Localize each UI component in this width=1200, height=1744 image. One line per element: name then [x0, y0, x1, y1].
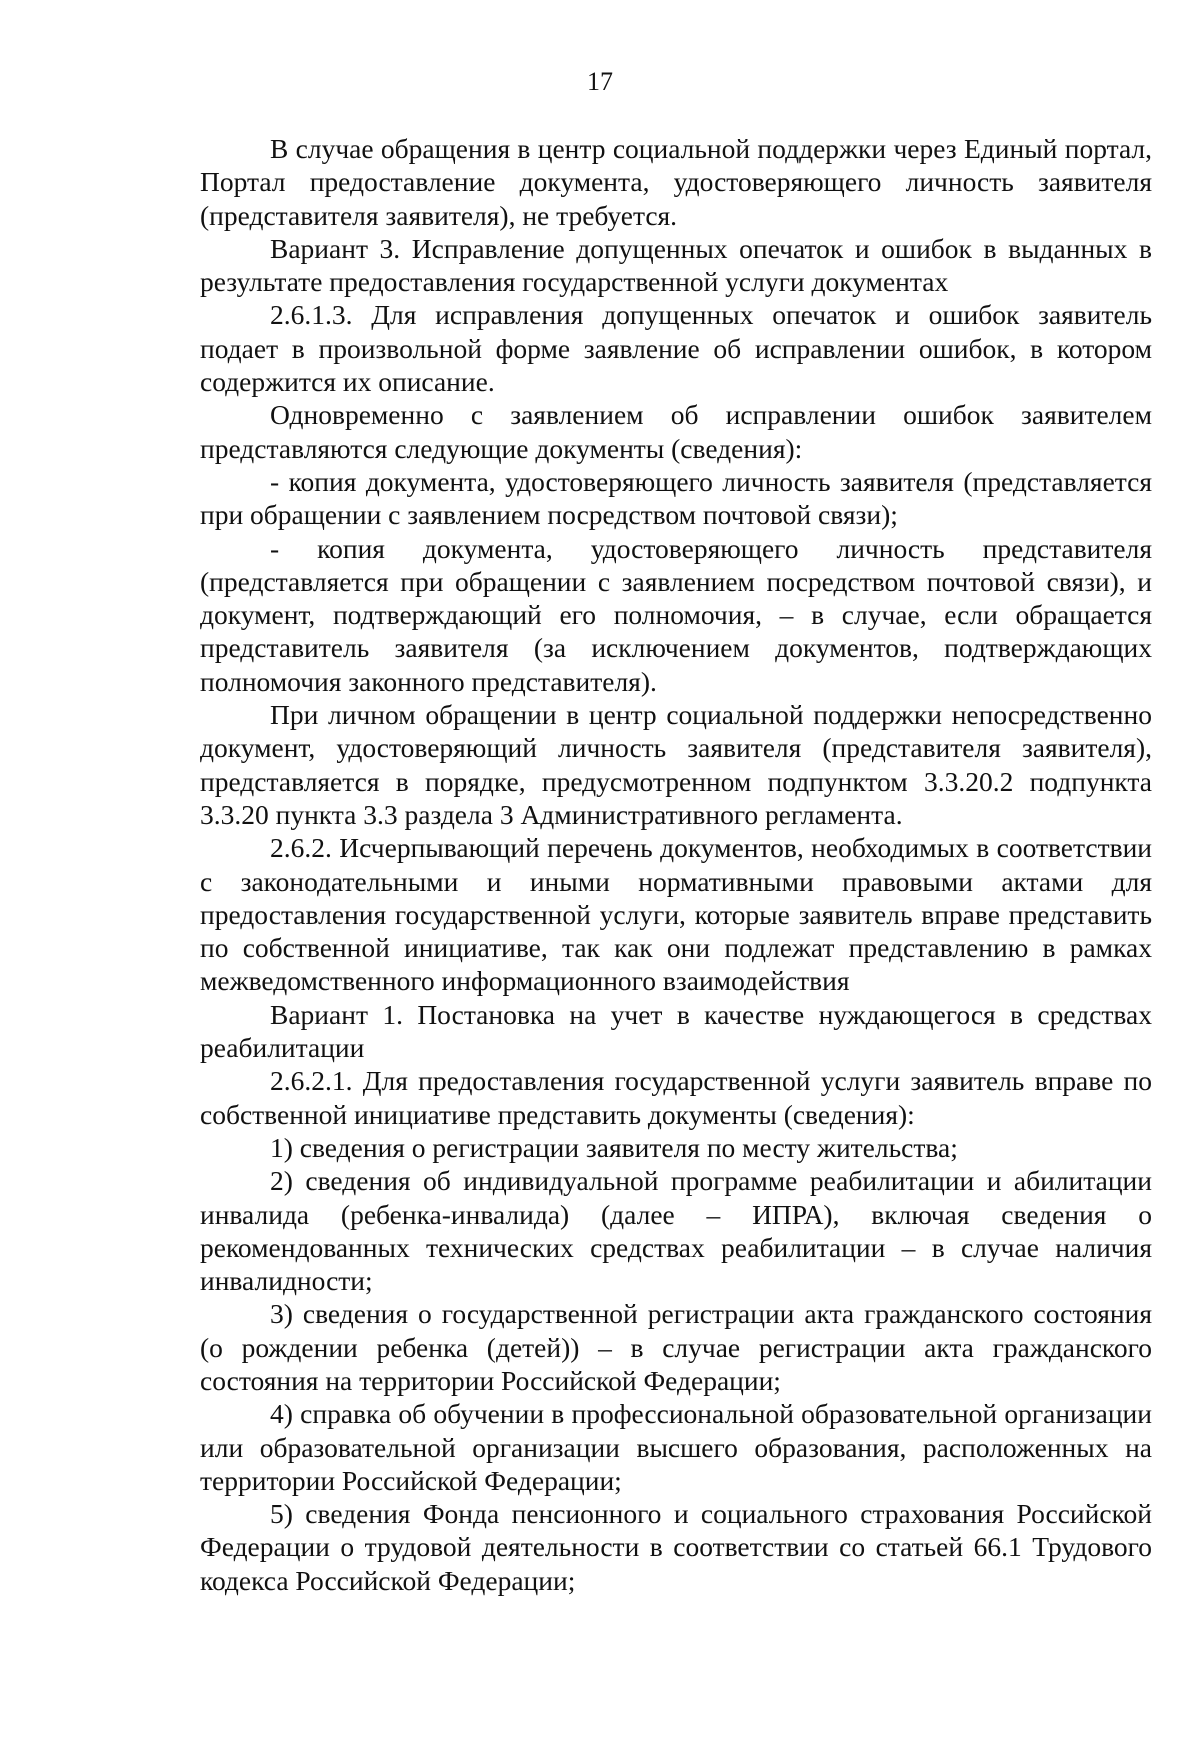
list-item-3-civil-status: 3) сведения о государственной регистрации акта гражданского состояния (о рождении ребенка (детей)) – в случае регистрации акта гражданского состояния на территории Российской Федерации; [200, 1298, 1152, 1396]
list-item-applicant-id-copy: - копия документа, удостоверяющего личность заявителя (представляется при обращении с заявлением посредством почтовой связи); [200, 465, 1152, 531]
paragraph-2-6-1-3: 2.6.1.3. Для исправления допущенных опечаток и ошибок заявитель подает в произвольной форме заявление об исправлении ошибок, в котором содержится их описание. [200, 299, 1152, 398]
list-item-5-pension-fund: 5) сведения Фонда пенсионного и социального страхования Российской Федерации о трудовой деятельности в соответствии со статьей 66.1 Трудового кодекса Российской Федерации; [200, 1498, 1152, 1596]
list-item-4-education: 4) справка об обучении в профессиональной образовательной организации или образовательной организации высшего образования, расположенных на территории Российской Федерации; [200, 1398, 1152, 1496]
document-body [200, 132, 1152, 1597]
list-item-representative-id-copy: - копия документа, удостоверяющего личность представителя (представляется при обращении с заявлением посредством почтовой связи), и документ, подтверждающий его полномочия, – в случае, если обращается представитель заявителя (за исключением документов, подтверждающих полномочия законного представителя). [200, 532, 1152, 697]
list-item-2-ipra: 2) сведения об индивидуальной программе реабилитации и абилитации инвалида (ребенка-инвалида) (далее – ИПРА), включая сведения о рекомендованных технических средствах реабилитации – в случае наличия инвалидности; [200, 1165, 1152, 1297]
paragraph-personal-visit: При личном обращении в центр социальной поддержки непосредственно документ, удостоверяющий личность заявителя (представителя заявителя), представляется в порядке, предусмотренном подпунктом 3.3.20.2 подпункта 3.3.20 пункта 3.3 раздела 3 Административного регламента. [200, 699, 1152, 830]
page-number: 17 [587, 67, 613, 96]
paragraph-variant-1-heading: Вариант 1. Постановка на учет в качестве нуждающегося в средствах реабилитации [200, 998, 1152, 1064]
paragraph-2-6-2-1: 2.6.2.1. Для предоставления государственной услуги заявитель вправе по собственной инициативе представить документы (сведения): [200, 1065, 1152, 1130]
paragraph-2-6-2: 2.6.2. Исчерпывающий перечень документов, необходимых в соответствии с законодательными и иными нормативными правовыми актами для предоставления государственной услуги, которые заявитель вправе представить по собственной инициативе, так как они подлежат представлению в рамках межведомственного информационного взаимодействия [200, 832, 1152, 997]
paragraph-variant-3-heading: Вариант 3. Исправление допущенных опечаток и ошибок в выданных в результате предоставления государственной услуги документах [200, 232, 1152, 298]
paragraph-portal-note: В случае обращения в центр социальной поддержки через Единый портал, Портал предоставление документа, удостоверяющего личность заявителя (представителя заявителя), не требуется. [200, 133, 1152, 231]
list-item-1-registration: 1) сведения о регистрации заявителя по месту жительства; [270, 1131, 958, 1163]
paragraph-simultaneous-documents: Одновременно с заявлением об исправлении ошибок заявителем представляются следующие документы (сведения): [200, 399, 1152, 464]
